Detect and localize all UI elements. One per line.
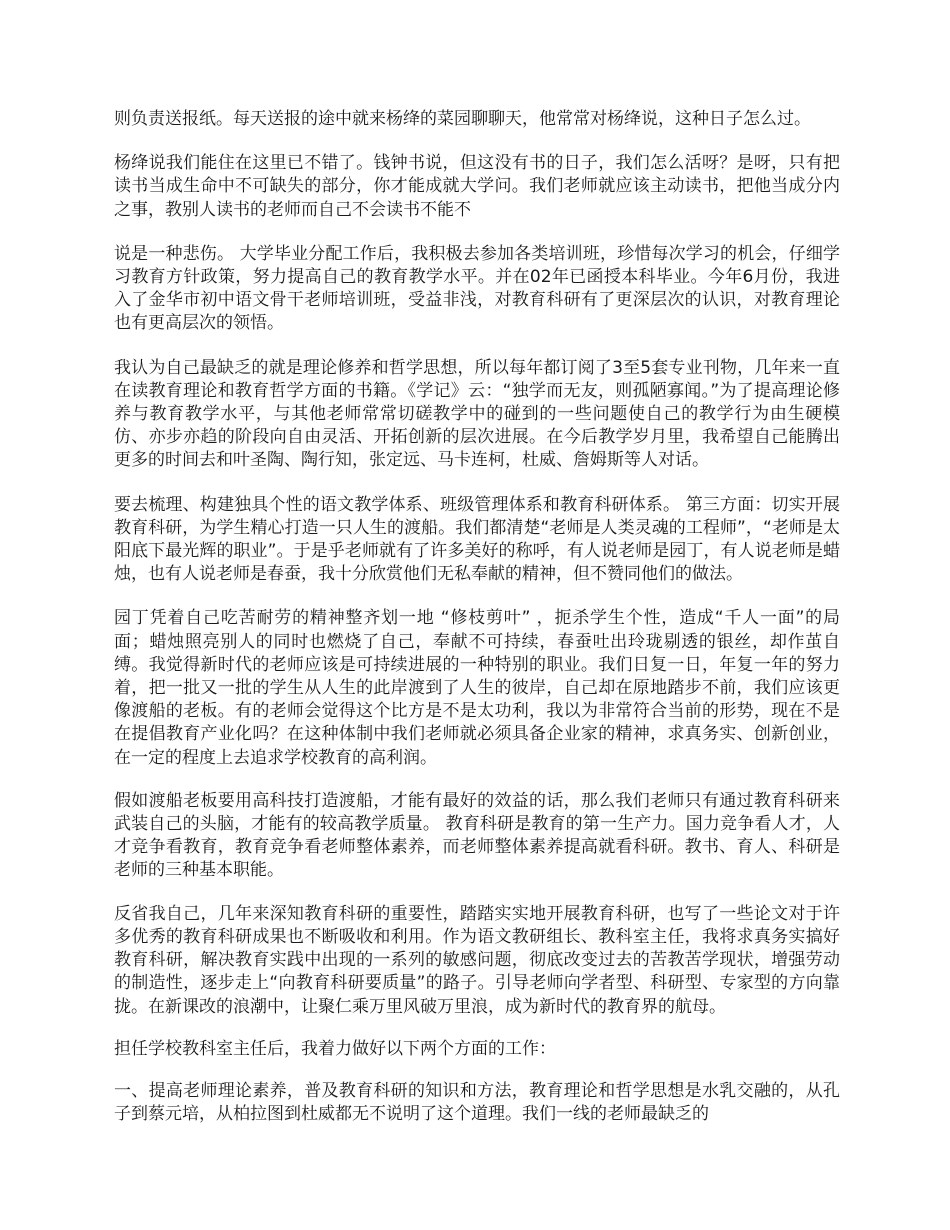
paragraph: 一、提高老师理论素养，普及教育科研的知识和方法，教育理论和哲学思想是水乳交融的，从孔子到蔡元培，从柏拉图到杜威都无不说明了这个道理。我们一线的老师最缺乏的 bbox=[114, 1080, 840, 1125]
paragraph: 担任学校教科室主任后，我着力做好以下两个方面的工作： bbox=[114, 1038, 556, 1059]
paragraph: 杨绛说我们能住在这里已不错了。钱钟书说，但这没有书的日子，我们怎么活呀？是呀，只有把读书当成生命中不可缺失的部分，你才能成就大学问。我们老师就应该主动读书，把他当成分内之事，教别人读书的老师而自己不会读书不能不 bbox=[114, 153, 840, 220]
paragraph: 反省我自己，几年来深知教育科研的重要性，踏踏实实地开展教育科研，也写了一些论文对于许多优秀的教育科研成果也不断吸收和利用。作为语文教研组长、教科室主任，我将求真务实搞好教育科研，解决教育实践中出现的一系列的敏感问题，彻底改变过去的苦教苦学现状，增强劳动的制造性，逐步走上“向教育科研要质量”的路子。引导老师向学者型、科研型、专家型的方向靠拢。在新课改的浪潮中，让聚仁乘万里风破万里浪，成为新时代的教育界的航母。 bbox=[114, 903, 840, 1017]
paragraph: 我认为自己最缺乏的就是理论修养和哲学思想，所以每年都订阅了3至5套专业刊物，几年来一直在读教育理论和教育哲学方面的书籍。《学记》云：“独学而无友，则孤陋寡闻。”为了提高理论修养与教育教学水平，与其他老师常常切磋教学中的碰到的一些问题使自己的教学行为由生硬模仿、亦步亦趋的阶段向自由灵活、开拓创新的层次进展。在今后教学岁月里，我希望自己能腾出更多的时间去和叶圣陶、陶行知，张定远、马卡连柯，杜威、詹姆斯等人对话。 bbox=[114, 357, 840, 471]
paragraph: 要去梳理、构建独具个性的语文教学体系、班级管理体系和教育科研体系。 第三方面：切实开展教育科研，为学生精心打造一只人生的渡船。我们都清楚“老师是人类灵魂的工程师”，“老师是太阳底下最光辉的职业”。于是乎老师就有了许多美好的称呼，有人说老师是园丁，有人说老师是蜡烛，也有人说老师是春蚕，我十分欣赏他们无私奉献的精神，但不赞同他们的做法。 bbox=[114, 494, 840, 585]
paragraph: 假如渡船老板要用高科技打造渡船，才能有最好的效益的话，那么我们老师只有通过教育科研来武装自己的头脑，才能有的较高教学质量。 教育科研是教育的第一生产力。国力竞争看人才，人才竞争看教育，教育竞争看老师整体素养，而老师整体素养提高就看科研。教书、育人、科研是老师的三种基本职能。 bbox=[114, 790, 840, 881]
paragraph: 说是一种悲伤。 大学毕业分配工作后，我积极去参加各类培训班，珍惜每次学习的机会，仔细学习教育方针政策，努力提高自己的教育教学水平。并在02年已函授本科毕业。今年6月份，我进入了金华市初中语文骨干老师培训班，受益非浅，对教育科研有了更深层次的认识，对教育理论也有更高层次的领悟。 bbox=[114, 243, 840, 334]
paragraph: 园丁凭着自己吃苦耐劳的精神整齐划一地 “修枝剪叶” ，扼杀学生个性，造成“千人一面”的局面；蜡烛照亮别人的同时也燃烧了自己，奉献不可持续，春蚕吐出玲珑剔透的银丝，却作茧自缚。我觉得新时代的老师应该是可持续进展的一种特别的职业。我们日复一日，年复一年的努力着，把一批又一批的学生从人生的此岸渡到了人生的彼岸，自己却在原地踏步不前，我们应该更像渡船的老板。有的老师会觉得这个比方是不是太功利，我以为非常符合当前的形势，现在不是在提倡教育产业化吗？在这种体制中我们老师就必须具备企业家的精神，求真务实、创新创业，在一定的程度上去追求学校教育的高利润。 bbox=[114, 608, 840, 768]
paragraph: 则负责送报纸。每天送报的途中就来杨绛的菜园聊聊天，他常常对杨绛说，这种日子怎么过。 bbox=[114, 109, 811, 129]
document-body bbox=[114, 108, 840, 1126]
